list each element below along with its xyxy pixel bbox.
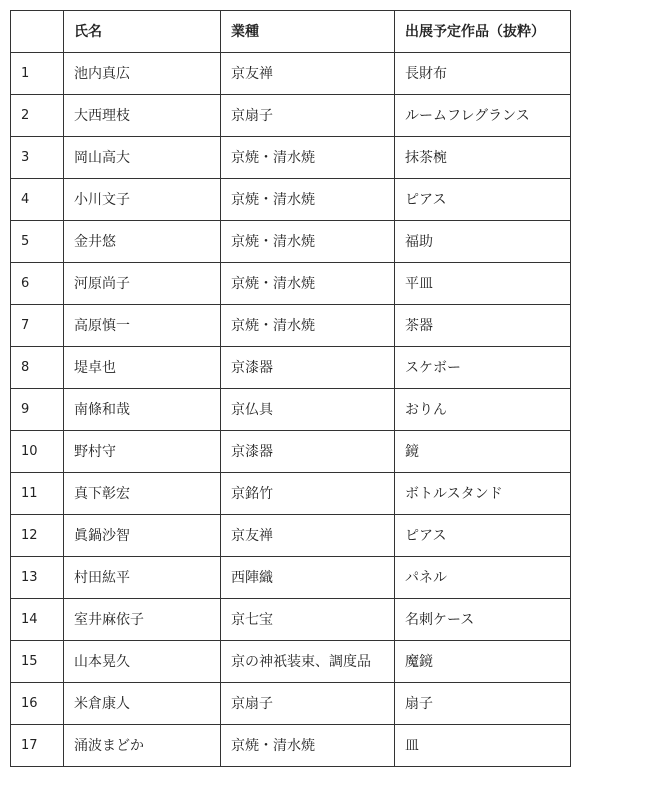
table-row [11, 305, 571, 347]
row-work-cell: 茶器 [395, 305, 571, 347]
row-number-cell: 16 [11, 683, 64, 725]
row-work-cell: ピアス [395, 179, 571, 221]
row-name-cell: 堤卓也 [64, 347, 221, 389]
row-number-cell: 6 [11, 263, 64, 305]
table-row [11, 179, 571, 221]
table-row [11, 557, 571, 599]
row-work-cell: ボトルスタンド [395, 473, 571, 515]
row-name-cell: 岡山高大 [64, 137, 221, 179]
row-name-cell: 真下彰宏 [64, 473, 221, 515]
row-name-cell: 南條和哉 [64, 389, 221, 431]
table-body [11, 53, 571, 767]
table-row [11, 683, 571, 725]
row-work-cell: 長財布 [395, 53, 571, 95]
row-number-cell: 5 [11, 221, 64, 263]
row-genre-cell: 京焼・清水焼 [221, 137, 395, 179]
row-genre-cell: 京友禅 [221, 515, 395, 557]
row-name-cell: 池内真広 [64, 53, 221, 95]
header-works: 出展予定作品（抜粋） [395, 11, 571, 53]
row-number-cell: 11 [11, 473, 64, 515]
row-work-cell: ピアス [395, 515, 571, 557]
row-number-cell: 15 [11, 641, 64, 683]
table-row [11, 473, 571, 515]
header-number [11, 11, 64, 53]
row-work-cell: 平皿 [395, 263, 571, 305]
row-work-cell: 鏡 [395, 431, 571, 473]
row-name-cell: 米倉康人 [64, 683, 221, 725]
table-row [11, 221, 571, 263]
row-genre-cell: 京漆器 [221, 347, 395, 389]
row-number-cell: 8 [11, 347, 64, 389]
table-row [11, 347, 571, 389]
table-row [11, 515, 571, 557]
exhibitor-table-container [10, 10, 571, 767]
row-genre-cell: 京扇子 [221, 683, 395, 725]
row-work-cell: 福助 [395, 221, 571, 263]
row-number-cell: 4 [11, 179, 64, 221]
row-genre-cell: 京焼・清水焼 [221, 179, 395, 221]
table-row [11, 95, 571, 137]
row-name-cell: 金井悠 [64, 221, 221, 263]
row-work-cell: おりん [395, 389, 571, 431]
row-genre-cell: 京銘竹 [221, 473, 395, 515]
header-genre: 業種 [221, 11, 395, 53]
row-number-cell: 3 [11, 137, 64, 179]
row-genre-cell: 京友禅 [221, 53, 395, 95]
row-number-cell: 10 [11, 431, 64, 473]
row-number-cell: 17 [11, 725, 64, 767]
row-genre-cell: 京焼・清水焼 [221, 725, 395, 767]
row-genre-cell: 京の神祇装束、調度品 [221, 641, 395, 683]
row-genre-cell: 京焼・清水焼 [221, 221, 395, 263]
row-name-cell: 野村守 [64, 431, 221, 473]
table-row [11, 641, 571, 683]
row-genre-cell: 京仏具 [221, 389, 395, 431]
header-name: 氏名 [64, 11, 221, 53]
table-header [11, 11, 571, 53]
row-work-cell: ルームフレグランス [395, 95, 571, 137]
row-name-cell: 河原尚子 [64, 263, 221, 305]
row-work-cell: 扇子 [395, 683, 571, 725]
table-row [11, 599, 571, 641]
row-genre-cell: 京扇子 [221, 95, 395, 137]
row-name-cell: 山本晃久 [64, 641, 221, 683]
row-number-cell: 9 [11, 389, 64, 431]
table-row [11, 263, 571, 305]
row-name-cell: 村田紘平 [64, 557, 221, 599]
table-row [11, 431, 571, 473]
row-work-cell: 皿 [395, 725, 571, 767]
row-name-cell: 大西理枝 [64, 95, 221, 137]
row-name-cell: 眞鍋沙智 [64, 515, 221, 557]
row-number-cell: 14 [11, 599, 64, 641]
row-name-cell: 涌波まどか [64, 725, 221, 767]
table-row [11, 53, 571, 95]
table-row [11, 389, 571, 431]
row-number-cell: 13 [11, 557, 64, 599]
row-work-cell: 魔鏡 [395, 641, 571, 683]
row-genre-cell: 西陣織 [221, 557, 395, 599]
row-work-cell: パネル [395, 557, 571, 599]
exhibitor-table [10, 10, 571, 767]
row-number-cell: 12 [11, 515, 64, 557]
row-work-cell: スケボー [395, 347, 571, 389]
row-work-cell: 名刺ケース [395, 599, 571, 641]
row-number-cell: 2 [11, 95, 64, 137]
row-name-cell: 室井麻依子 [64, 599, 221, 641]
row-number-cell: 7 [11, 305, 64, 347]
table-row [11, 725, 571, 767]
row-work-cell: 抹茶椀 [395, 137, 571, 179]
row-name-cell: 小川文子 [64, 179, 221, 221]
row-genre-cell: 京焼・清水焼 [221, 263, 395, 305]
row-genre-cell: 京七宝 [221, 599, 395, 641]
row-name-cell: 高原慎一 [64, 305, 221, 347]
row-genre-cell: 京漆器 [221, 431, 395, 473]
row-genre-cell: 京焼・清水焼 [221, 305, 395, 347]
row-number-cell: 1 [11, 53, 64, 95]
header-row [11, 11, 571, 53]
table-row [11, 137, 571, 179]
